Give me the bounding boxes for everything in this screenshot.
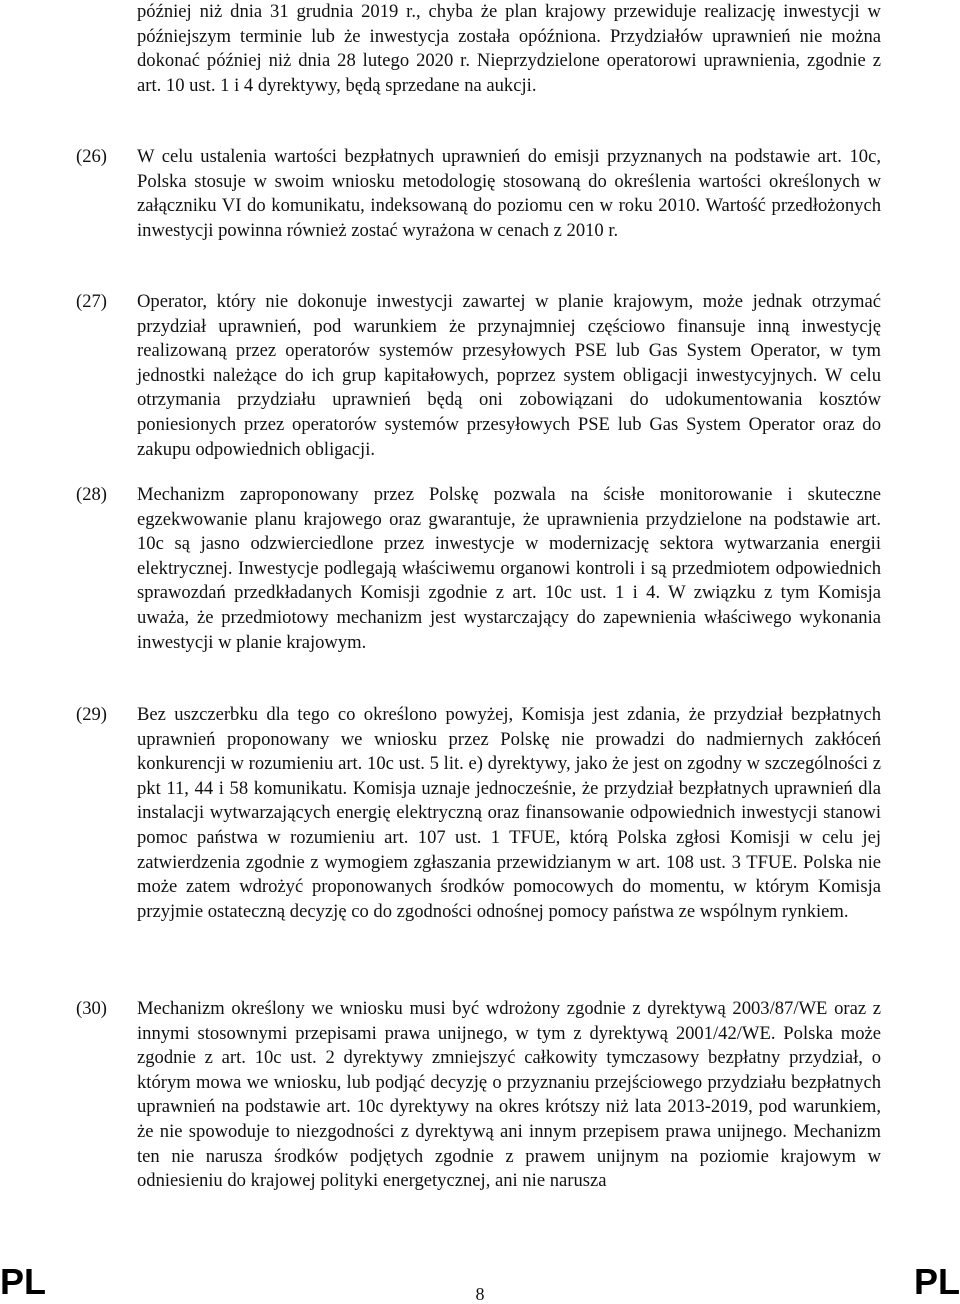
- footer-language-code-left: PL: [0, 1261, 47, 1302]
- footer-language-code-right: PL: [913, 1261, 960, 1302]
- paragraph-number: (30): [76, 998, 107, 1019]
- paragraph-number: (29): [76, 704, 107, 725]
- paragraph-text: Bez uszczerbku dla tego co określono powyżej, Komisja jest zdania, że przydział bezpłatnych uprawnień proponowany we wniosku przez Polskę nie prowadzi do nadmiernych zakłóceń konkurencji w rozumieniu art. 10c ust. 5 lit. e) dyrektywy, jako że jest on zgodny w szczególności z pkt 11, 44 i 58 komunikatu. Komisja uznaje jednocześnie, że przydział bezpłatnych uprawnień dla instalacji wytwarzających energię elektryczną oraz finansowanie odpowiednich inwestycji stanowi pomoc państwa w rozumieniu art. 107 ust. 1 TFUE, którą Polska zgłosi Komisji w celu jej zatwierdzenia zgodnie z wymogiem zgłaszania przewidzianym w art. 108 ust. 3 TFUE. Polska nie może zatem wdrożyć proponowanych środków pomocowych do momentu, w którym Komisja przyjmie ostateczną decyzję co do zgodności odnośnej pomocy państwa ze wspólnym rynkiem.: [137, 704, 881, 922]
- paragraph-number: (28): [76, 484, 107, 505]
- paragraph-text: Operator, który nie dokonuje inwestycji zawartej w planie krajowym, może jednak otrzymać przydział uprawnień, pod warunkiem że przynajmniej częściowo finansuje inną inwestycję realizowaną przez operatorów systemów przesyłowych PSE lub Gas System Operator, w tym jednostki należące do ich grup kapitałowych, poprzez system obligacji inwestycyjnych. W celu otrzymania przydziału uprawnień będą oni zobowiązani do udokumentowania kosztów poniesionych przez operatorów systemów przesyłowych PSE lub Gas System Operator oraz do zakupu odpowiednich obligacji.: [137, 291, 881, 460]
- paragraph-text: W celu ustalenia wartości bezpłatnych uprawnień do emisji przyznanych na podstawie art. 10c, Polska stosuje w swoim wniosku metodologię stosowaną do określenia wartości określonych w załączniku VI do komunikatu, indeksowaną do poziomu cen w roku 2010. Wartość przedłożonych inwestycji powinna również zostać wyrażona w cenach z 2010 r.: [137, 146, 881, 241]
- intro-paragraph-text: później niż dnia 31 grudnia 2019 r., chyba że plan krajowy przewiduje realizację inwestycji w późniejszym terminie lub że inwestycja została opóźniona. Przydziałów uprawnień nie można dokonać później niż dnia 28 lutego 2020 r. Nieprzydzielone operatorowi uprawnienia, zgodnie z art. 10 ust. 1 i 4 dyrektywy, będą sprzedane na aukcji.: [137, 1, 881, 96]
- paragraph-text: Mechanizm określony we wniosku musi być wdrożony zgodnie z dyrektywą 2003/87/WE oraz z innymi stosownymi przepisami prawa unijnego, w tym z dyrektywą 2001/42/WE. Polska może zgodnie z art. 10c ust. 2 dyrektywy zmniejszyć całkowity tymczasowy bezpłatny przydział, o którym mowa we wniosku, lub podjąć decyzję o przyznaniu przejściowego przydziału bezpłatnych uprawnień na podstawie art. 10c dyrektywy na okres krótszy niż lata 2013-2019, pod warunkiem, że nie spowoduje to niezgodności z dyrektywą ani innym przepisem prawa unijnego. Mechanizm ten nie narusza środków podjętych zgodnie z prawem unijnym na poziomie krajowym w odniesieniu do krajowej polityki energetycznej, ani nie narusza: [137, 998, 881, 1192]
- page-number: 8: [475, 1284, 485, 1304]
- paragraph-number: (27): [76, 291, 107, 312]
- paragraph-number: (26): [76, 146, 107, 167]
- paragraph-text: Mechanizm zaproponowany przez Polskę pozwala na ścisłe monitorowanie i skuteczne egzekwowanie planu krajowego oraz gwarantuje, że uprawnienia przydzielone na podstawie art. 10c są jasno odzwierciedlone przez inwestycje w modernizację sektora wytwarzania energii elektrycznej. Inwestycje podlegają właściwemu organowi kontroli i są przedmiotem odpowiednich sprawozdań przedkładanych Komisji zgodnie z art. 10c ust. 1 i 4. W związku z tym Komisja uważa, że przedmiotowy mechanizm jest wystarczający do zapewnienia właściwego wykonania inwestycji w planie krajowym.: [137, 484, 881, 653]
